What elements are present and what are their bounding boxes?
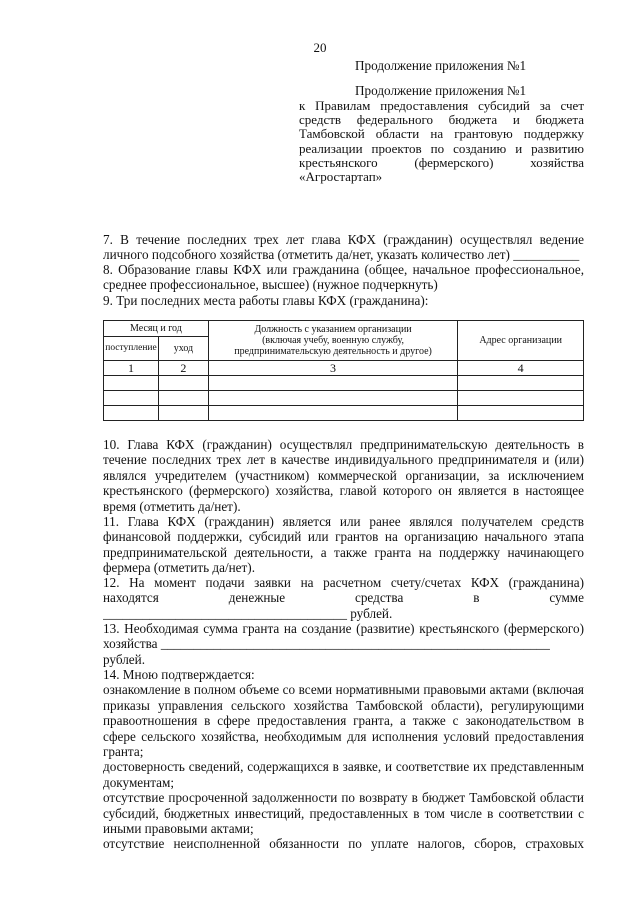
section-9-line: 9. Три последних места работы главы КФХ (гражданина): bbox=[103, 293, 429, 308]
section-10-line: являлся учредителем (участником) коммерческой организации, за исключением bbox=[103, 467, 584, 483]
page-number: 20 bbox=[313, 40, 327, 55]
section-10-line: время (отметить да/нет). bbox=[103, 498, 241, 514]
section-12-line: 12. На момент подачи заявки на расчетном счету/счетах КФХ (гражданина) bbox=[103, 575, 584, 590]
section-14-line: документам; bbox=[103, 774, 174, 790]
section-7-line: 7. В течение последних трех лет глава КФХ (гражданин) осуществлял ведение bbox=[103, 232, 584, 247]
table-cell[interactable] bbox=[208, 391, 457, 406]
appendix-line: «Агростартап» bbox=[299, 169, 383, 185]
table-cell[interactable] bbox=[208, 376, 457, 391]
section-13-line: хозяйства ___________________________________________________________ bbox=[103, 636, 550, 652]
header-month-year: Месяц и год bbox=[104, 321, 209, 337]
appendix-reference-block bbox=[299, 99, 584, 184]
table-cell[interactable] bbox=[158, 376, 208, 391]
section-14-line: сфере сельского хозяйства, необходимым для исполнения условий предоставления bbox=[103, 728, 584, 744]
table-cell[interactable] bbox=[458, 406, 584, 421]
section-12-line: _____________________________________ рублей. bbox=[103, 605, 393, 621]
section-11-line: 11. Глава КФХ (гражданин) является или ранее являлся получателем средств bbox=[103, 514, 584, 529]
appendix-line: средств федерального бюджета и бюджета bbox=[299, 112, 584, 128]
header-leave: уход bbox=[158, 337, 208, 361]
continuation-header: Продолжение приложения №1 bbox=[355, 58, 527, 73]
appendix-line: крестьянского (фермерского) хозяйства bbox=[299, 154, 584, 170]
section-14-line: правоотношения в сфере предоставления гранта, а также с законодательством в bbox=[103, 713, 584, 729]
section-14-line: отсутствие неисполненной обязанности по уплате налогов, сборов, страховых bbox=[103, 836, 584, 852]
section-14-line: гранта; bbox=[103, 744, 144, 760]
section-12-line: находятся денежные средства в сумме bbox=[103, 590, 584, 606]
column-number: 4 bbox=[458, 361, 584, 376]
section-12 bbox=[103, 575, 584, 621]
appendix-line: Тамбовской области на грантовую поддержку bbox=[299, 126, 584, 142]
table-row bbox=[104, 406, 584, 421]
section-14-line: субсидий, бюджетных инвестиций, предоставленных в том числе в соответствии с bbox=[103, 805, 584, 821]
header-position bbox=[208, 321, 457, 361]
column-number: 2 bbox=[158, 361, 208, 376]
table-cell[interactable] bbox=[458, 391, 584, 406]
section-10-line: 10. Глава КФХ (гражданин) осуществлял предпринимательскую деятельность в bbox=[103, 437, 584, 452]
section-10-line: течение последних трех лет в качестве индивидуального предпринимателя и (или) bbox=[103, 452, 584, 468]
section-14-line: ознакомление в полном объеме со всеми нормативными правовыми актами (включая bbox=[103, 682, 584, 698]
column-numbers-row bbox=[104, 361, 584, 376]
table-cell[interactable] bbox=[208, 406, 457, 421]
section-8 bbox=[103, 262, 584, 293]
section-14-line: приказы управления сельского хозяйства Тамбовской области), регулирующими bbox=[103, 697, 584, 713]
section-10 bbox=[103, 437, 584, 514]
work-history-table bbox=[103, 320, 584, 421]
section-13-line: рублей. bbox=[103, 651, 146, 667]
section-14-line: иными правовыми актами; bbox=[103, 821, 254, 837]
section-7 bbox=[103, 232, 584, 263]
section-11-line: предпринимательской деятельности, а также гранта на поддержку начинающего bbox=[103, 544, 584, 560]
section-9 bbox=[103, 293, 584, 308]
section-11-line: финансовой поддержки, субсидий или грантов на организацию начального этапа bbox=[103, 529, 584, 545]
header-start: поступление bbox=[104, 337, 159, 361]
section-7-line: личного подсобного хозяйства (отметить да/нет, указать количество лет) __________ bbox=[103, 247, 580, 263]
section-13-line: 13. Необходимая сумма гранта на создание (развитие) крестьянского (фермерского) bbox=[103, 621, 584, 636]
section-14-line: достоверность сведений, содержащихся в заявке, и соответствие их представленным bbox=[103, 759, 584, 775]
table-cell[interactable] bbox=[458, 376, 584, 391]
appendix-title: Продолжение приложения №1 bbox=[355, 83, 527, 98]
header-address: Адрес организации bbox=[458, 321, 584, 361]
section-13 bbox=[103, 621, 584, 667]
table-cell[interactable] bbox=[158, 406, 208, 421]
appendix-line: реализации проектов по созданию и развитию bbox=[299, 140, 584, 156]
header-position-line: Должность с указанием организации bbox=[254, 324, 412, 335]
section-8-line: среднее профессиональное, высшее) (нужное подчеркнуть) bbox=[103, 277, 438, 293]
section-14-line: отсутствие просроченной задолженности по возврату в бюджет Тамбовской области bbox=[103, 790, 584, 806]
table-cell[interactable] bbox=[104, 406, 159, 421]
table-row bbox=[104, 391, 584, 406]
table-row bbox=[104, 376, 584, 391]
section-14 bbox=[103, 667, 584, 852]
table-cell[interactable] bbox=[104, 376, 159, 391]
header-position-line: предпринимательскую деятельность и другое) bbox=[234, 346, 432, 357]
column-number: 3 bbox=[208, 361, 457, 376]
section-14-line: 14. Мною подтверждается: bbox=[103, 667, 255, 682]
header-position-line: (включая учебу, военную службу, bbox=[262, 335, 404, 346]
column-number: 1 bbox=[104, 361, 159, 376]
section-10-line: крестьянского (фермерского) хозяйства, главой которого он является в настоящее bbox=[103, 483, 584, 499]
table-cell[interactable] bbox=[104, 391, 159, 406]
appendix-line: к Правилам предоставления субсидий за счет bbox=[299, 98, 584, 113]
table-cell[interactable] bbox=[158, 391, 208, 406]
section-8-line: 8. Образование главы КФХ или гражданина (общее, начальное профессиональное, bbox=[103, 262, 584, 277]
section-11 bbox=[103, 514, 584, 576]
section-11-line: фермера (отметить да/нет). bbox=[103, 560, 255, 576]
